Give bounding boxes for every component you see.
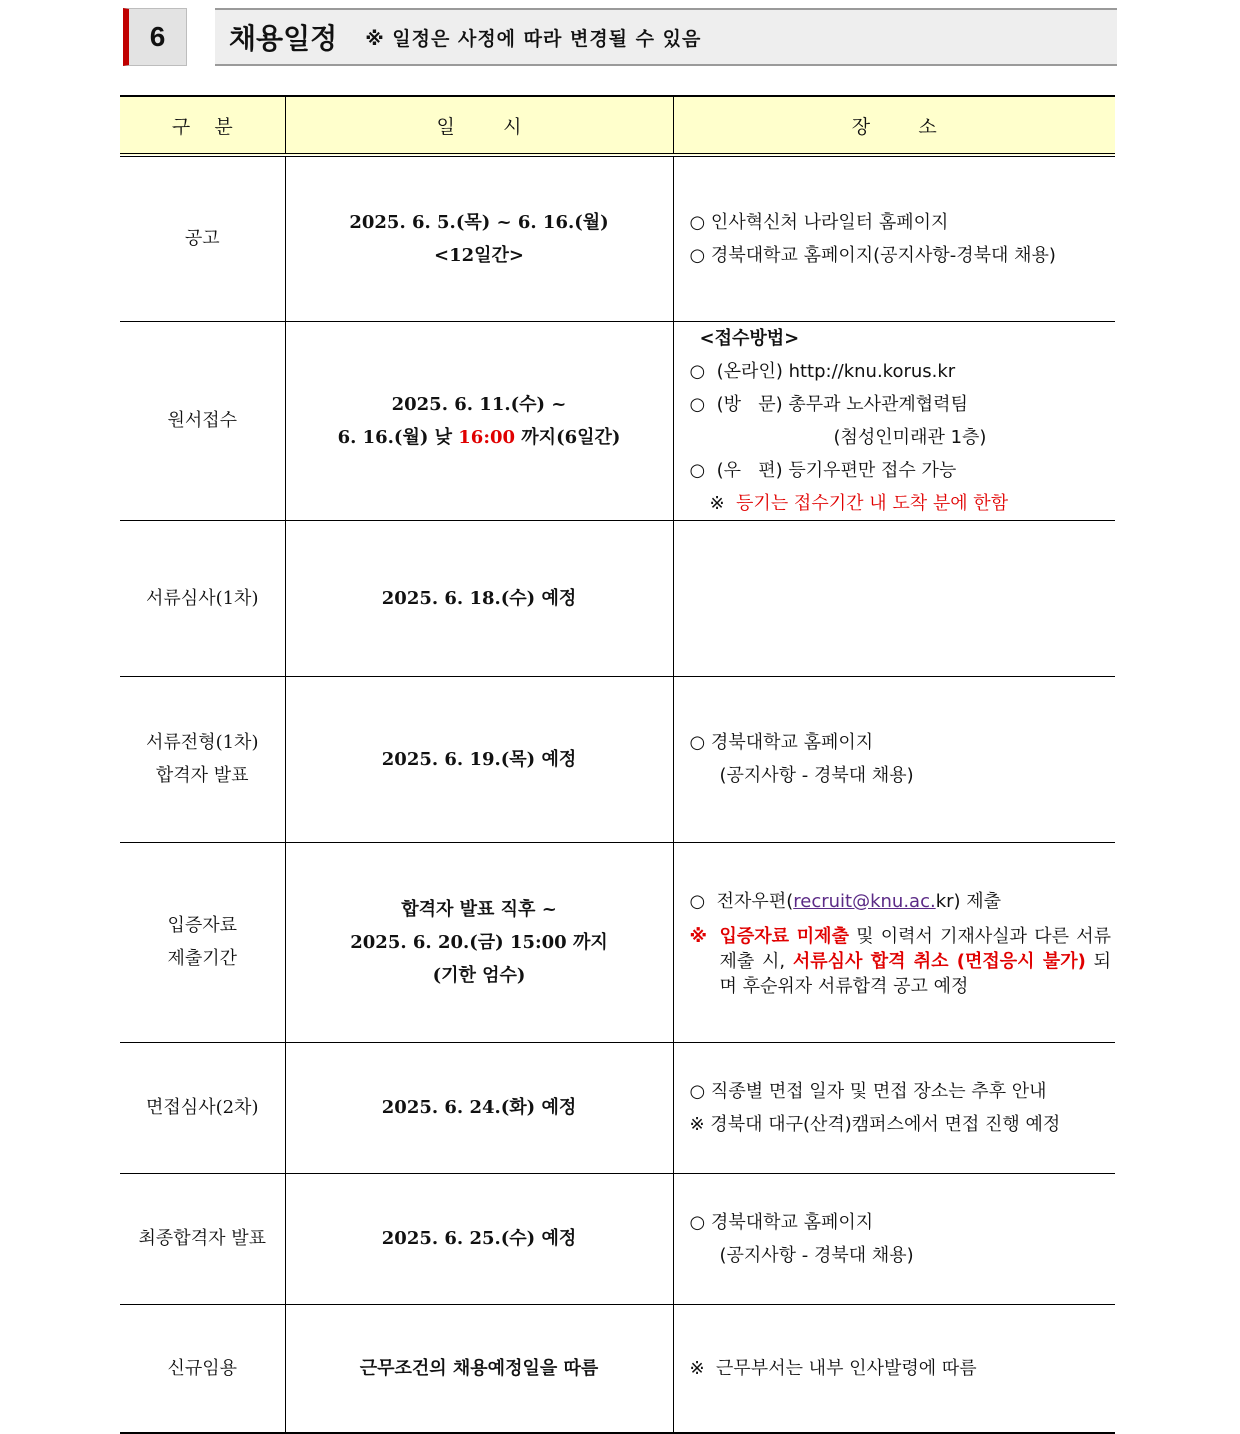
row-place: ○ 직종별 면접 일자 및 면접 장소는 추후 안내 ※ 경북대 대구(산격)캠퍼스에서 면접 진행 예정: [673, 1042, 1115, 1173]
row-category: 서류전형(1차) 합격자 발표: [120, 676, 285, 842]
warning-note: ※ 입증자료 미제출 및 이력서 기재사실과 다른 서류 제출 시, 서류심사 합격 취소 (면접응시 불가) 되며 후순위자 서류합격 공고 예정: [689, 926, 1112, 997]
section-title: 채용일정: [229, 22, 338, 55]
table-row: [120, 1042, 1115, 1173]
row-date: 2025. 6. 18.(수) 예정: [285, 520, 673, 676]
table-row: [120, 520, 1115, 676]
header-category: 구 분: [120, 96, 285, 155]
email-link[interactable]: recruit@knu.ac.: [793, 891, 936, 912]
section-number: 6: [123, 8, 187, 66]
row-place: ※ 근무부서는 내부 인사발령에 따름: [673, 1304, 1115, 1433]
row-category: 공고: [120, 155, 285, 321]
row-category: 면접심사(2차): [120, 1042, 285, 1173]
deadline-time: 16:00: [458, 426, 516, 448]
header-datetime: 일 시: [285, 96, 673, 155]
mail-note: 등기는 접수기간 내 도착 분에 한함: [736, 492, 1009, 514]
row-place: ○ 전자우편(recruit@knu.ac.kr) 제출 ※ 입증자료 미제출 및 이력서 기재사실과 다른 서류 제출 시, 서류심사 합격 취소 (면접응시 불가) 되며 후순위자 서류합격 공고 예정: [673, 842, 1115, 1042]
row-category: 원서접수: [120, 321, 285, 520]
row-category: 최종합격자 발표: [120, 1173, 285, 1304]
table-row: [120, 321, 1115, 520]
section-title-bar: [215, 8, 1117, 66]
row-date: 2025. 6. 24.(화) 예정: [285, 1042, 673, 1173]
section-note: ※ 일정은 사정에 따라 변경될 수 있음: [365, 27, 702, 50]
row-category: 입증자료 제출기간: [120, 842, 285, 1042]
row-date: 2025. 6. 19.(목) 예정: [285, 676, 673, 842]
row-place: [673, 520, 1115, 676]
method-title: <접수방법>: [699, 327, 800, 349]
row-date: 2025. 6. 25.(수) 예정: [285, 1173, 673, 1304]
row-date: 합격자 발표 직후 ~ 2025. 6. 20.(금) 15:00 까지 (기한 엄수): [285, 842, 673, 1042]
table-header-row: [120, 96, 1115, 155]
row-date: 2025. 6. 11.(수) ~ 6. 16.(월) 낮 16:00 까지(6일간): [285, 321, 673, 520]
table-row: [120, 155, 1115, 321]
row-place: <접수방법> ○ (온라인) http://knu.korus.kr ○ (방 문) 총무과 노사관계협력팀 (첨성인미래관 1층) ○ (우 편) 등기우편만 접수 가능 ※ 등기는 접수기간 내 도착 분에 한함: [673, 321, 1115, 520]
row-place: ○ 인사혁신처 나라일터 홈페이지 ○ 경북대학교 홈페이지(공지사항-경북대 채용): [673, 155, 1115, 321]
schedule-table: [120, 95, 1115, 1434]
row-place: ○ 경북대학교 홈페이지 (공지사항 - 경북대 채용): [673, 676, 1115, 842]
row-category: 신규임용: [120, 1304, 285, 1433]
table-row: [120, 676, 1115, 842]
row-category: 서류심사(1차): [120, 520, 285, 676]
section-header: [123, 8, 1117, 66]
table-row: [120, 1173, 1115, 1304]
table-row: [120, 1304, 1115, 1433]
table-row: [120, 842, 1115, 1042]
row-date: 2025. 6. 5.(목) ~ 6. 16.(월) <12일간>: [285, 155, 673, 321]
row-date: 근무조건의 채용예정일을 따름: [285, 1304, 673, 1433]
header-place: 장 소: [673, 96, 1115, 155]
row-place: ○ 경북대학교 홈페이지 (공지사항 - 경북대 채용): [673, 1173, 1115, 1304]
